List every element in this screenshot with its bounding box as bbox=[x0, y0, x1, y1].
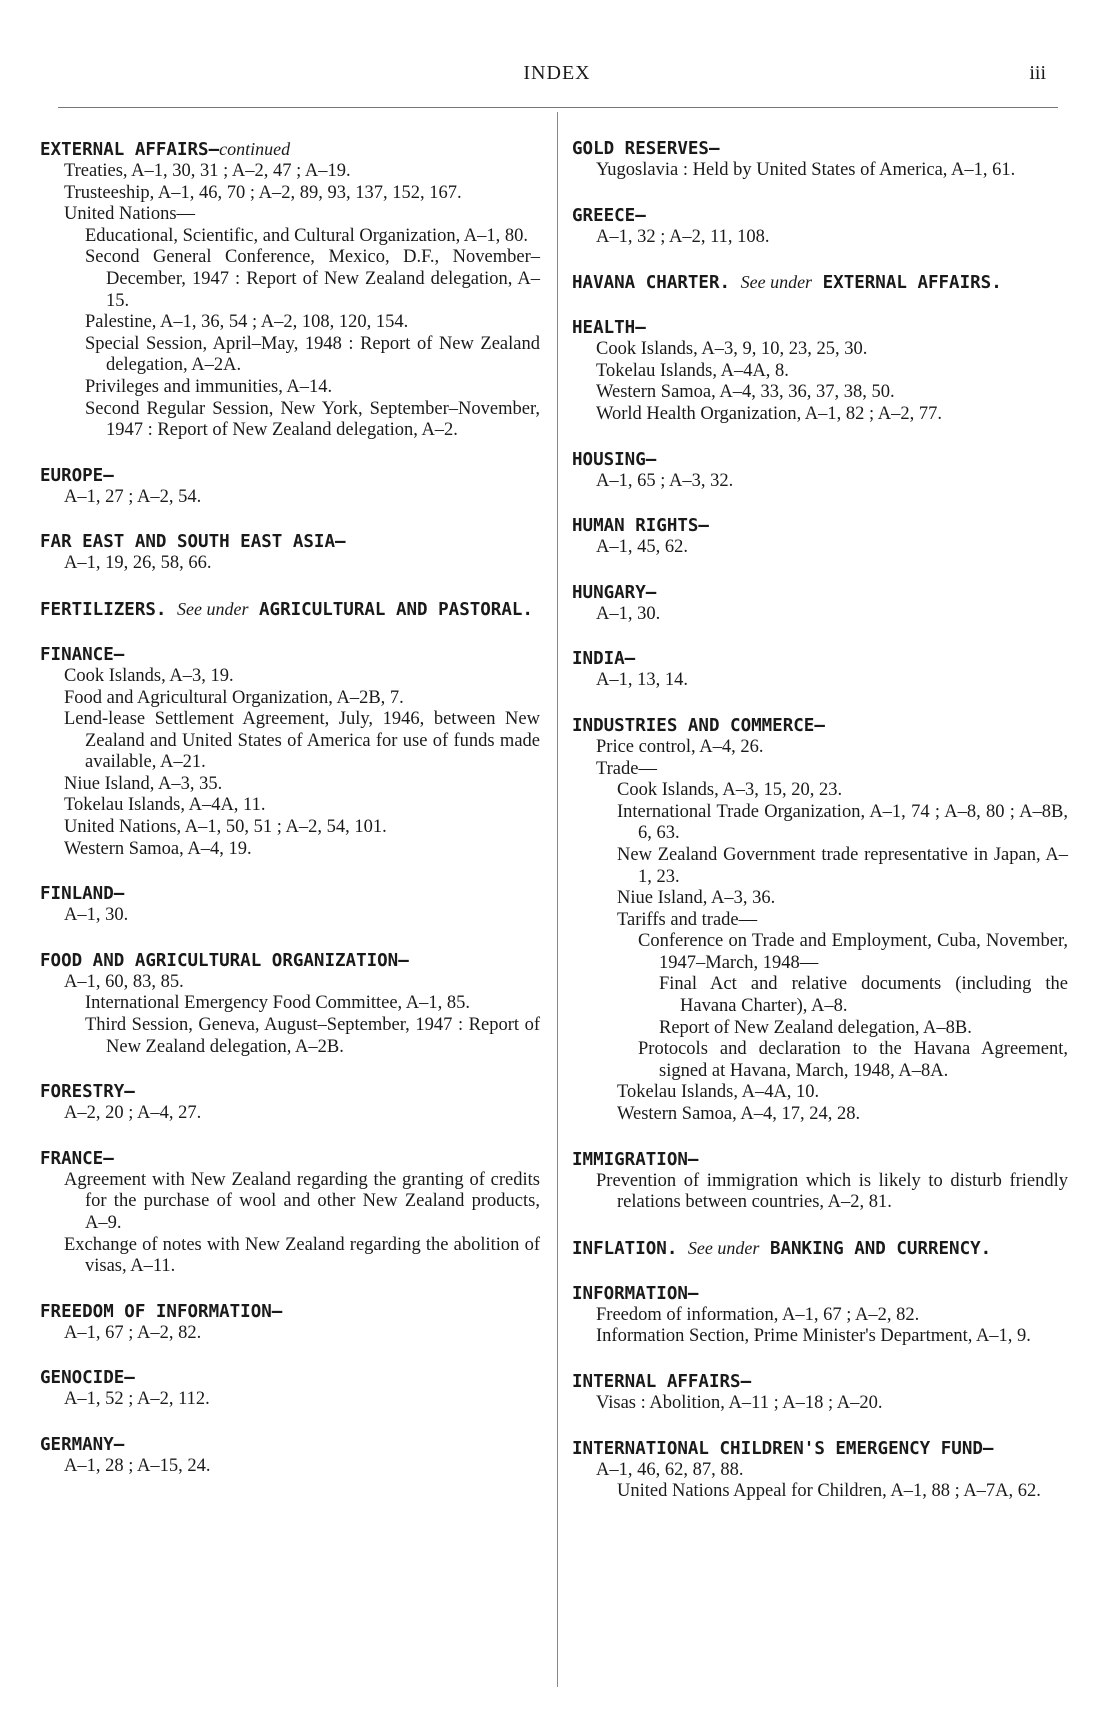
see-under-label: See under bbox=[687, 1237, 760, 1258]
heading-text: GENOCIDE— bbox=[40, 1368, 135, 1389]
index-subentry: United Nations, A–1, 50, 51 ; A–2, 54, 101. bbox=[64, 817, 387, 838]
heading-text: FINLAND— bbox=[40, 884, 125, 905]
index-entry bbox=[40, 1148, 540, 1278]
index-entry bbox=[40, 531, 540, 575]
index-subentry: Cook Islands, A–3, 15, 20, 23. bbox=[617, 780, 843, 801]
index-subentry: Third Session, Geneva, August–September, 1947 : Report of New Zealand delegation, A–2B. bbox=[85, 1015, 540, 1057]
index-subentry: A–1, 32 ; A–2, 11, 108. bbox=[596, 226, 770, 247]
index-entry bbox=[572, 1438, 1068, 1503]
index-heading bbox=[572, 1438, 1068, 1460]
index-entry bbox=[40, 1081, 540, 1125]
cross-reference: EXTERNAL AFFAIRS. bbox=[822, 273, 1002, 294]
index-subentry: United Nations Appeal for Children, A–1, 88 ; A–7A, 62. bbox=[617, 1481, 1041, 1502]
index-heading bbox=[40, 883, 540, 905]
heading-text: HUMAN RIGHTS— bbox=[572, 516, 709, 537]
index-entry bbox=[572, 582, 1068, 626]
index-subentry: Conference on Trade and Employment, Cuba, November, 1947–March, 1948— bbox=[638, 931, 1068, 973]
index-heading bbox=[572, 582, 1068, 604]
index-subentry: A–1, 19, 26, 58, 66. bbox=[64, 553, 212, 574]
index-subentry: A–1, 28 ; A–15, 24. bbox=[64, 1455, 211, 1476]
heading-text: FINANCE— bbox=[40, 644, 125, 665]
heading-text: INDUSTRIES AND COMMERCE— bbox=[572, 715, 825, 736]
index-subentry: World Health Organization, A–1, 82 ; A–2, 77. bbox=[596, 403, 943, 424]
index-subentry: Second Regular Session, New York, September–November, 1947 : Report of New Zealand delegation, A–2. bbox=[85, 398, 540, 441]
index-heading bbox=[40, 1081, 540, 1103]
heading-text: GERMANY— bbox=[40, 1434, 125, 1455]
heading-text: EUROPE— bbox=[40, 465, 114, 486]
index-heading bbox=[572, 1371, 1068, 1393]
index-subentry: Prevention of immigration which is likely to disturb friendly relations between countries, A–2, 81. bbox=[596, 1170, 1068, 1213]
heading-text: GREECE— bbox=[572, 205, 646, 226]
index-heading bbox=[572, 317, 1068, 339]
index-heading bbox=[572, 138, 1068, 160]
index-subentry: A–1, 45, 62. bbox=[596, 537, 688, 558]
index-subentry: Western Samoa, A–4, 19. bbox=[64, 838, 252, 859]
index-heading bbox=[572, 515, 1068, 537]
index-subentry: A–1, 60, 83, 85. bbox=[64, 971, 184, 992]
index-subentry: International Trade Organization, A–1, 74 ; A–8, 80 ; A–8B, 6, 63. bbox=[617, 801, 1068, 844]
see-under-label: See under bbox=[176, 598, 249, 619]
index-subentry: Palestine, A–1, 36, 54 ; A–2, 108, 120, 154. bbox=[85, 312, 409, 333]
cross-reference: AGRICULTURAL AND PASTORAL. bbox=[259, 599, 533, 620]
index-subentry: Niue Island, A–3, 35. bbox=[64, 773, 223, 794]
index-heading bbox=[572, 1237, 1068, 1260]
index-subentry: A–1, 30. bbox=[596, 603, 661, 624]
heading-text: FAR EAST AND SOUTH EAST ASIA— bbox=[40, 532, 346, 553]
index-subentry: Western Samoa, A–4, 33, 36, 37, 38, 50. bbox=[596, 382, 895, 403]
index-entry bbox=[40, 644, 540, 860]
index-heading bbox=[572, 205, 1068, 227]
header-rule bbox=[58, 107, 1058, 108]
index-subentry: Tariffs and trade— bbox=[617, 909, 758, 930]
index-subentry: Trade— bbox=[596, 758, 657, 779]
heading-text: INFLATION. bbox=[572, 1238, 678, 1259]
heading-text: FRANCE— bbox=[40, 1148, 114, 1169]
heading-text: INDIA— bbox=[572, 649, 636, 670]
index-subentry: Tokelau Islands, A–4A, 11. bbox=[64, 795, 266, 816]
index-subentry: A–1, 27 ; A–2, 54. bbox=[64, 486, 202, 507]
index-subentry: Privileges and immunities, A–14. bbox=[85, 376, 333, 397]
index-subentry: Cook Islands, A–3, 19. bbox=[64, 665, 234, 686]
index-subentry: Exchange of notes with New Zealand regarding the abolition of visas, A–11. bbox=[64, 1234, 540, 1277]
continued-label: continued bbox=[219, 139, 291, 159]
index-subentry: Report of New Zealand delegation, A–8B. bbox=[659, 1017, 972, 1038]
index-subentry: Tokelau Islands, A–4A, 8. bbox=[596, 360, 789, 381]
index-heading bbox=[572, 1283, 1068, 1305]
heading-text: INTERNATIONAL CHILDREN'S EMERGENCY FUND— bbox=[572, 1438, 994, 1459]
page-header bbox=[0, 62, 1114, 92]
index-subentry: A–1, 52 ; A–2, 112. bbox=[64, 1389, 210, 1410]
index-subentry: Trusteeship, A–1, 46, 70 ; A–2, 89, 93, 137, 152, 167. bbox=[64, 182, 462, 203]
heading-text: HEALTH— bbox=[572, 318, 646, 339]
index-heading bbox=[40, 1434, 540, 1456]
index-heading bbox=[572, 648, 1068, 670]
index-subentry: A–1, 46, 62, 87, 88. bbox=[596, 1459, 744, 1480]
index-subentry: United Nations— bbox=[64, 204, 196, 225]
index-subentry: Agreement with New Zealand regarding the granting of credits for the purchase of wool and other New Zealand products, A–9. bbox=[64, 1169, 540, 1233]
index-entry bbox=[40, 1367, 540, 1411]
index-subentry: Niue Island, A–3, 36. bbox=[617, 888, 776, 909]
index-heading bbox=[40, 644, 540, 666]
index-entry bbox=[40, 883, 540, 927]
index-subentry: Visas : Abolition, A–11 ; A–18 ; A–20. bbox=[596, 1393, 883, 1413]
index-entry bbox=[572, 515, 1068, 559]
index-heading bbox=[40, 138, 540, 161]
index-entry bbox=[572, 205, 1068, 249]
index-entry bbox=[572, 1149, 1068, 1214]
page-number: iii bbox=[1029, 62, 1046, 84]
index-heading bbox=[40, 465, 540, 487]
index-entry bbox=[572, 648, 1068, 692]
index-heading bbox=[40, 1301, 540, 1323]
index-subentry: Final Act and relative documents (including the Havana Charter), A–8. bbox=[659, 974, 1068, 1017]
index-entry bbox=[40, 598, 540, 621]
index-subentry: Tokelau Islands, A–4A, 10. bbox=[617, 1082, 820, 1103]
index-heading bbox=[572, 449, 1068, 471]
index-subentry: A–1, 30. bbox=[64, 905, 129, 926]
index-entry bbox=[572, 317, 1068, 425]
index-heading bbox=[572, 715, 1068, 737]
index-entry bbox=[572, 1237, 1068, 1260]
index-subentry: Price control, A–4, 26. bbox=[596, 736, 764, 757]
index-heading bbox=[40, 1148, 540, 1170]
index-entry bbox=[40, 1301, 540, 1345]
index-heading bbox=[40, 598, 540, 621]
index-entry bbox=[572, 138, 1068, 182]
index-subentry: Lend-lease Settlement Agreement, July, 1946, between New Zealand and United States of America for use of funds made available, A–21. bbox=[64, 709, 540, 773]
heading-text: HAVANA CHARTER. bbox=[572, 273, 731, 294]
heading-text: HOUSING— bbox=[572, 449, 657, 470]
page-title: INDEX bbox=[523, 62, 591, 84]
heading-text: HUNGARY— bbox=[572, 582, 657, 603]
heading-text: FORESTRY— bbox=[40, 1082, 135, 1103]
heading-text: IMMIGRATION— bbox=[572, 1149, 699, 1170]
index-column-left bbox=[40, 138, 540, 1501]
index-subentry: Protocols and declaration to the Havana Agreement, signed at Havana, March, 1948, A–8A. bbox=[638, 1039, 1068, 1081]
heading-text: FERTILIZERS. bbox=[40, 599, 167, 620]
heading-text: FREEDOM OF INFORMATION— bbox=[40, 1301, 283, 1322]
index-heading bbox=[40, 950, 540, 972]
index-entry bbox=[572, 449, 1068, 493]
index-subentry: A–1, 13, 14. bbox=[596, 670, 688, 691]
index-subentry: A–1, 65 ; A–3, 32. bbox=[596, 470, 734, 491]
index-subentry: Cook Islands, A–3, 9, 10, 23, 25, 30. bbox=[596, 339, 868, 360]
index-heading bbox=[40, 531, 540, 553]
cross-reference: BANKING AND CURRENCY. bbox=[769, 1238, 992, 1259]
index-subentry: Freedom of information, A–1, 67 ; A–2, 82. bbox=[596, 1304, 920, 1325]
heading-text: INTERNAL AFFAIRS— bbox=[572, 1372, 752, 1392]
index-subentry: A–1, 67 ; A–2, 82. bbox=[64, 1322, 202, 1343]
index-entry bbox=[572, 1371, 1068, 1415]
index-heading bbox=[572, 271, 1068, 294]
heading-text: FOOD AND AGRICULTURAL ORGANIZATION— bbox=[40, 950, 409, 971]
index-heading bbox=[40, 1367, 540, 1389]
index-subentry: Treaties, A–1, 30, 31 ; A–2, 47 ; A–19. bbox=[64, 161, 351, 181]
index-entry bbox=[572, 1283, 1068, 1348]
index-entry bbox=[572, 715, 1068, 1126]
see-under-label: See under bbox=[740, 272, 813, 293]
index-subentry: New Zealand Government trade representative in Japan, A–1, 23. bbox=[617, 844, 1068, 887]
index-subentry: Yugoslavia : Held by United States of America, A–1, 61. bbox=[596, 160, 1016, 180]
index-subentry: A–2, 20 ; A–4, 27. bbox=[64, 1103, 202, 1124]
index-heading bbox=[572, 1149, 1068, 1171]
index-subentry: Food and Agricultural Organization, A–2B, 7. bbox=[64, 687, 404, 708]
index-subentry: International Emergency Food Committee, A–1, 85. bbox=[85, 993, 471, 1014]
index-entry bbox=[40, 138, 540, 442]
heading-text: INFORMATION— bbox=[572, 1283, 699, 1304]
index-subentry: Western Samoa, A–4, 17, 24, 28. bbox=[617, 1104, 861, 1125]
index-subentry: Second General Conference, Mexico, D.F., November–December, 1947 : Report of New Zealand delegation, A–15. bbox=[85, 247, 540, 311]
index-subentry: Information Section, Prime Minister's Department, A–1, 9. bbox=[596, 1326, 1031, 1347]
index-entry bbox=[40, 1434, 540, 1478]
index-entry bbox=[572, 271, 1068, 294]
heading-text: EXTERNAL AFFAIRS— bbox=[40, 140, 220, 160]
index-column-right bbox=[572, 138, 1068, 1526]
index-entry bbox=[40, 465, 540, 509]
column-divider bbox=[557, 112, 558, 1687]
index-entry bbox=[40, 950, 540, 1058]
index-subentry: Special Session, April–May, 1948 : Report of New Zealand delegation, A–2A. bbox=[85, 333, 540, 376]
heading-text: GOLD RESERVES— bbox=[572, 139, 720, 159]
index-subentry: Educational, Scientific, and Cultural Organization, A–1, 80. bbox=[85, 225, 529, 246]
